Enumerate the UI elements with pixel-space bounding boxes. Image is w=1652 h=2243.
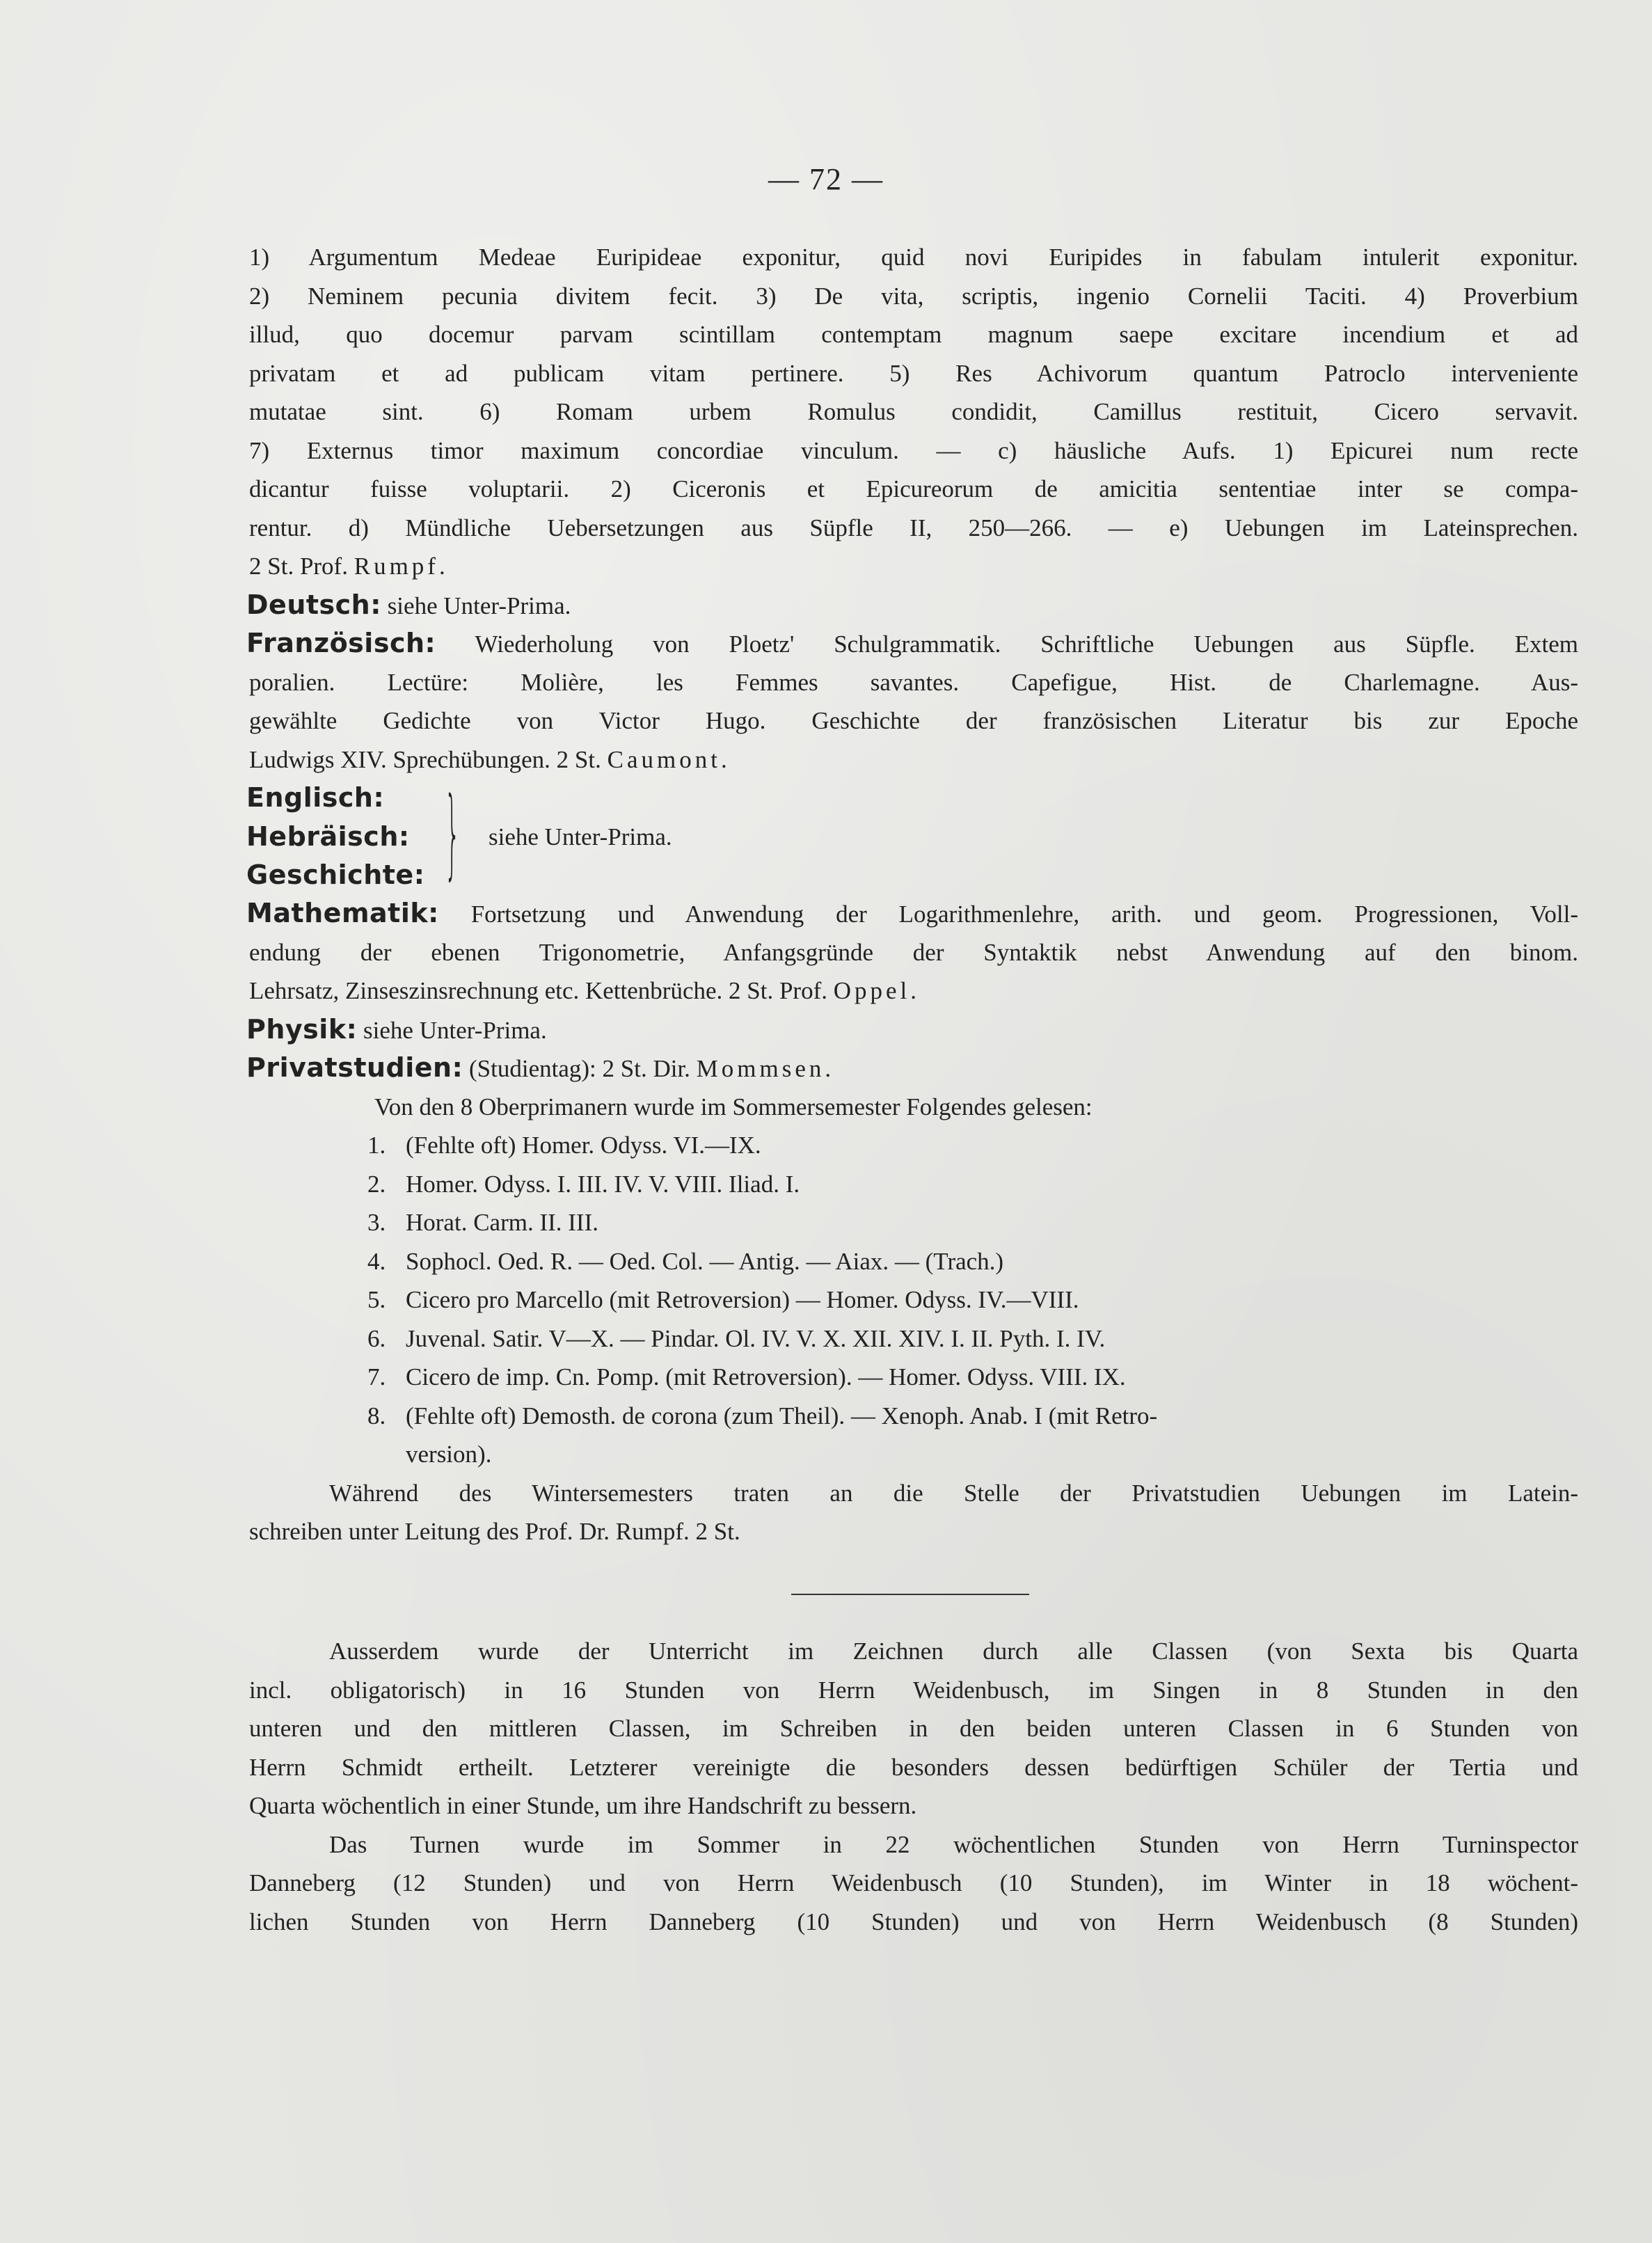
list-text: Cicero pro Marcello (mit Retroversion) — Homer. Odyss. IV.—VIII. [406,1286,1079,1313]
list-item [249,1203,1578,1242]
text-line: mutatae sint. 6) Romam urbem Romulus condidit, Camillus restituit, Cicero servavit. [249,398,1578,425]
text-line [249,972,1578,1010]
text-line: privatam et ad publicam vitam pertinere. 5) Res Achivorum quantum Patroclo interveniente [249,359,1578,387]
list-item [249,1165,1578,1204]
text-line: Danneberg (12 Stunden) und von Herrn Weidenbusch (10 Stunden), im Winter in 18 wöchent- [249,1869,1578,1896]
subject-physik [246,1010,1578,1049]
text-part: Ludwigs XIV. Sprechübungen. 2 St. [249,745,607,773]
subject-heading: Französisch: [246,628,436,658]
teacher-name: Rumpf [354,553,439,580]
list-item-continuation: version). [406,1441,492,1468]
list-text: Cicero de imp. Cn. Pomp. (mit Retroversion). — Homer. Odyss. VIII. IX. [406,1363,1126,1390]
text-line: 1) Argumentum Medeae Euripideae exponitur, quid novi Euripides in fabulam intulerit exponitur. [249,244,1578,271]
teacher-name: Caumont [607,745,721,773]
list-item [249,1281,1578,1319]
teacher-prefix: 2 St. Prof. [249,553,354,580]
text-line: endung der ebenen Trigonometrie, Anfangsgründe der Syntaktik nebst Anwendung auf den binom. [249,938,1578,966]
text-line: gewählte Gedichte von Victor Hugo. Geschichte der französischen Literatur bis zur Epoche [249,707,1578,734]
subject-heading: Privatstudien: [246,1052,463,1083]
subject-heading: Physik: [246,1013,358,1045]
subject-text: siehe Unter-Prima. [363,1016,547,1044]
list-number: 6. [367,1324,386,1352]
list-number: 3. [367,1209,386,1236]
subject-text: siehe Unter-Prima. [387,592,571,619]
main-text [246,238,1578,1551]
brace-group [246,779,1578,894]
reading-list-intro: Von den 8 Oberprimanern wurde im Sommersemester Folgendes gelesen: [374,1093,1093,1120]
subject-heading-geschichte: Geschichte: [246,859,425,890]
subject-deutsch [246,586,1578,625]
subject-franzoesisch [246,624,1578,663]
text-line: Das Turnen wurde im Sommer in 22 wöchentlichen Stunden von Herrn Turninspector [329,1830,1578,1858]
list-text: Horat. Carm. II. III. [406,1209,598,1236]
subject-heading-hebraeisch: Hebräisch: [246,821,410,852]
text-part: . [825,1055,832,1082]
text-line: illud, quo docemur parvam scintillam contemptam magnum saepe excitare incendium et ad [249,321,1578,348]
subject-heading-englisch: Englisch: [246,782,385,813]
reading-list [249,1126,1578,1474]
winter-paragraph-line: schreiben unter Leitung des Prof. Dr. Rumpf. 2 St. [249,1518,740,1545]
list-number: 2. [367,1170,386,1198]
list-item [249,1358,1578,1397]
list-item [249,1126,1578,1165]
list-item [249,1319,1578,1358]
page-number: — 72 — [768,162,884,196]
text-line: incl. obligatorisch) in 16 Stunden von Herrn Weidenbusch, im Singen in 8 Stunden in den [249,1676,1578,1704]
text-line: 2) Neminem pecunia divitem fecit. 3) De vita, scriptis, ingenio Cornelii Taciti. 4) Proverbium [249,282,1578,310]
text-line: rentur. d) Mündliche Uebersetzungen aus Süpfle II, 250—266. — e) Uebungen im Lateinsprechen. [249,514,1578,541]
subject-privatstudien [246,1049,1578,1088]
teacher-suffix: . [438,553,445,580]
list-text: (Fehlte oft) Homer. Odyss. VI.—IX. [406,1132,761,1159]
list-text: Juvenal. Satir. V—X. — Pindar. Ol. IV. V. X. XII. XIV. I. II. Pyth. I. IV. [406,1324,1106,1352]
winter-paragraph-line: Während des Wintersemesters traten an die Stelle der Privatstudien Uebungen im Latein- [329,1479,1578,1507]
text-part: . [910,977,917,1004]
text-line: dicantur fuisse voluptarii. 2) Ciceronis et Epicureorum de amicitia sententiae inter se compa- [249,475,1578,502]
list-number: 4. [367,1247,386,1275]
list-text: (Fehlte oft) Demosth. de corona (zum Theil). — Xenoph. Anab. I (mit Retro- [406,1402,1158,1429]
text-line: Herrn Schmidt ertheilt. Letzterer vereinigte die besonders dessen bedürftigen Schüler der Tertia und [249,1753,1578,1781]
text-line: 7) Externus timor maximum concordiae vinculum. — c) häusliche Aufs. 1) Epicurei num recte [249,436,1578,464]
subject-mathematik [246,894,1578,933]
teacher-name: Oppel [833,977,911,1004]
closing-text [249,1632,1578,1941]
subject-heading: Mathematik: [246,898,439,928]
list-number: 5. [367,1286,386,1313]
text-part: . [720,745,727,773]
subject-text: Wiederholung von Ploetz' Schulgrammatik. Schriftliche Uebungen aus Süpfle. Extem [475,631,1578,658]
section-divider [791,1594,1029,1595]
teacher-name: Mommsen [696,1055,825,1082]
subject-text: siehe Unter-Prima. [489,823,672,850]
text-line [249,547,1578,586]
right-brace-icon: } [445,777,461,890]
list-number: 7. [367,1363,386,1390]
text-line: Ausserdem wurde der Unterricht im Zeichnen durch alle Classen (von Sexta bis Quarta [329,1638,1578,1665]
text-line: poralien. Lectüre: Molière, les Femmes savantes. Capefigue, Hist. de Charlemagne. Aus- [249,668,1578,696]
text-line [249,740,1578,779]
text-part: Lehrsatz, Zinseszinsrechnung etc. Kettenbrüche. 2 St. Prof. [249,977,834,1004]
list-text: Sophocl. Oed. R. — Oed. Col. — Antig. — Aiax. — (Trach.) [406,1247,1004,1275]
text-line: lichen Stunden von Herrn Danneberg (10 Stunden) und von Herrn Weidenbusch (8 Stunden) [249,1908,1578,1935]
list-number: 8. [367,1402,386,1429]
list-item [249,1397,1578,1436]
text-line: Quarta wöchentlich in einer Stunde, um ihre Handschrift zu bessern. [249,1792,917,1819]
subject-text: Fortsetzung und Anwendung der Logarithmenlehre, arith. und geom. Progressionen, Voll- [470,901,1578,928]
text-line: unteren und den mittleren Classen, im Schreiben in den beiden unteren Classen in 6 Stunden von [249,1715,1578,1742]
list-number: 1. [367,1132,386,1159]
list-text: Homer. Odyss. I. III. IV. V. VIII. Iliad. I. [406,1170,800,1198]
subject-heading: Deutsch: [246,589,381,620]
text-part: (Studientag): 2 St. Dir. [469,1055,697,1082]
list-item [249,1242,1578,1281]
